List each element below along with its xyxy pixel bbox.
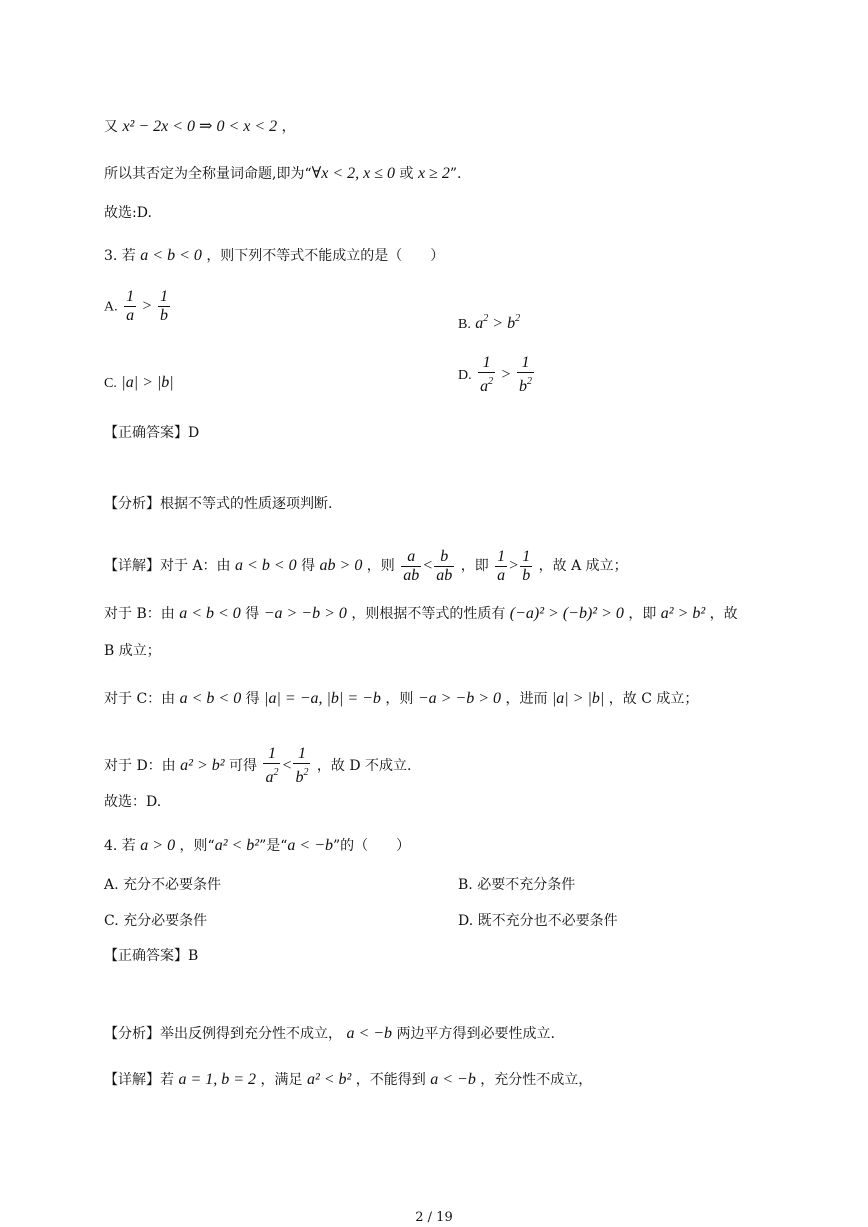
option-b: B. $a^2 > b^2$ [458, 313, 521, 332]
answer-3 [104, 423, 199, 443]
option-c [104, 910, 207, 930]
fraction: $\frac{1}{b^2}$ [295, 745, 309, 786]
detail-b-cont [104, 641, 161, 661]
option-b [458, 874, 575, 894]
math-expression: x² − 2x < 0 ⇒ 0 < x < 2 [122, 118, 278, 135]
line-3 [104, 203, 152, 223]
option-a [104, 874, 221, 894]
text: ，故 C 成立； [608, 691, 699, 707]
text: B 成立； [104, 643, 161, 659]
option-label: A. [104, 299, 118, 315]
fraction: $\frac{a}{ab}$ [403, 547, 420, 584]
text: 可得 [228, 758, 257, 774]
text: ，则 [385, 691, 414, 707]
fraction: $\frac{1}{b^2}$ [519, 354, 533, 395]
fraction: $\frac{1}{a}$ [497, 547, 506, 584]
fraction: $\frac{1}{a^2}$ [480, 354, 494, 395]
question-3-stem [104, 246, 444, 266]
math-expression: |a| > |b| [121, 374, 174, 391]
text: ，充分性不成立， [480, 1072, 593, 1088]
math-expression: a = 1, b = 2 [178, 1071, 257, 1088]
question-4-stem [104, 836, 410, 856]
text: ，即 [628, 606, 657, 622]
text: ， [281, 119, 296, 135]
text: ，故 D 不成立. [316, 758, 412, 774]
math-expression: a < −b [430, 1071, 476, 1088]
text: ，则“ [179, 838, 215, 854]
text: ，则根据不等式的性质有 [351, 606, 506, 622]
text: 或 [399, 166, 414, 182]
text: 所以其否定为全称量词命题,即为“ [104, 166, 312, 182]
text: ”的（ ） [333, 838, 411, 854]
text: ”是“ [259, 838, 288, 854]
analysis-text: 【分析】根据不等式的性质逐项判断. [104, 496, 333, 512]
fraction: $\frac{1}{a}$ [126, 288, 135, 324]
math-expression: a² < b² [306, 1071, 352, 1088]
fraction: $\frac{1}{b}$ [522, 547, 531, 584]
text: ，故 A 成立； [538, 558, 628, 574]
option-label: B. [458, 317, 471, 332]
text: ，则下列不等式不能成立的是（ ） [206, 248, 445, 264]
detail-4 [104, 1070, 592, 1090]
math-expression: |a| = −a, |b| = −b [264, 690, 381, 707]
math-expression: a < b < 0 [235, 557, 297, 574]
text: ，满足 [260, 1072, 303, 1088]
math-expression: (−a)² > (−b)² > 0 [509, 605, 624, 622]
math-expression: a < b < 0 [179, 605, 241, 622]
option-d [458, 910, 618, 930]
math-expression: a² > b² [660, 605, 706, 622]
math-expression: a < −b [287, 837, 333, 854]
math-expression: −a > −b > 0 [263, 605, 347, 622]
math-expression: a < b < 0 [140, 247, 202, 264]
math-expression: ab > 0 [319, 557, 363, 574]
text: 【详解】对于 A：由 [104, 558, 231, 574]
math-expression: a² < b² [214, 837, 260, 854]
text: ，则 [366, 558, 395, 574]
option-text: A. 充分不必要条件 [104, 877, 222, 893]
page-number: 2 / 19 [415, 1210, 453, 1225]
line-2 [104, 164, 461, 184]
option-d: D. $\frac{1}{a^2}$ > $\frac{1}{b^2}$ [458, 354, 533, 395]
text: ，故 [709, 606, 738, 622]
text: 【详解】若 [104, 1072, 174, 1088]
option-label: D. [458, 368, 472, 383]
math-expression: −a > −b > 0 [417, 690, 501, 707]
text: 【分析】举出反例得到充分性不成立， [104, 1026, 342, 1042]
detail-a: 【详解】对于 A：由 a < b < 0 得 ab > 0 ，则 $\frac{a}{ab}$ < $\frac{b}{ab}$ ，即 $\frac{1}{a}$ > $\frac{1}{b}$ ，故 A 成立； [104, 547, 628, 584]
option-label: C. [104, 376, 117, 391]
text: ，进而 [505, 691, 548, 707]
text: ，不能得到 [355, 1072, 426, 1088]
answer-text: 【正确答案】B [104, 948, 199, 964]
analysis-3 [104, 494, 332, 514]
text: 对于 C：由 [104, 691, 176, 707]
choice-text: 故选：D. [104, 794, 162, 810]
analysis-4 [104, 1024, 555, 1044]
line-1 [104, 117, 296, 137]
answer-4 [104, 946, 198, 966]
question-number: 4. 若 [104, 838, 136, 854]
option-text: B. 必要不充分条件 [458, 877, 576, 893]
choice-text: 故选:D. [104, 205, 152, 221]
text: 对于 B：由 [104, 606, 175, 622]
math-expression: |a| > |b| [551, 690, 605, 707]
option-a: A. $\frac{1}{a}$ > $\frac{1}{b}$ [104, 288, 169, 324]
answer-text: 【正确答案】D [104, 425, 200, 441]
fraction: $\frac{1}{b}$ [160, 288, 169, 324]
math-expression: x ≥ 2 [417, 165, 450, 182]
option-c [104, 374, 174, 392]
text: ”. [449, 166, 462, 182]
text: 得 [245, 691, 260, 707]
detail-b [104, 604, 738, 624]
math-expression: a < −b [346, 1025, 393, 1042]
text: 两边平方得到必要性成立. [396, 1026, 555, 1042]
detail-d: 对于 D：由 a² > b² 可得 $\frac{1}{a^2}$ < $\frac{1}{b^2}$ ，故 D 不成立. [104, 745, 412, 786]
text: 得 [245, 606, 260, 622]
option-text: C. 充分必要条件 [104, 913, 208, 929]
text: ，即 [460, 558, 489, 574]
math-expression: a² > b² [180, 757, 225, 774]
math-expression: ∀x < 2, x ≤ 0 [311, 165, 396, 182]
text: 又 [104, 119, 118, 135]
math-expression: a > 0 [140, 837, 176, 854]
text: 对于 D：由 [104, 758, 176, 774]
choice-3 [104, 792, 161, 812]
fraction: $\frac{b}{ab}$ [436, 547, 453, 584]
option-text: D. 既不充分也不必要条件 [458, 913, 618, 929]
detail-c [104, 689, 698, 709]
fraction: $\frac{1}{a^2}$ [265, 745, 279, 786]
text: 得 [301, 558, 316, 574]
math-expression: a < b < 0 [179, 690, 242, 707]
question-number: 3. 若 [104, 248, 136, 264]
